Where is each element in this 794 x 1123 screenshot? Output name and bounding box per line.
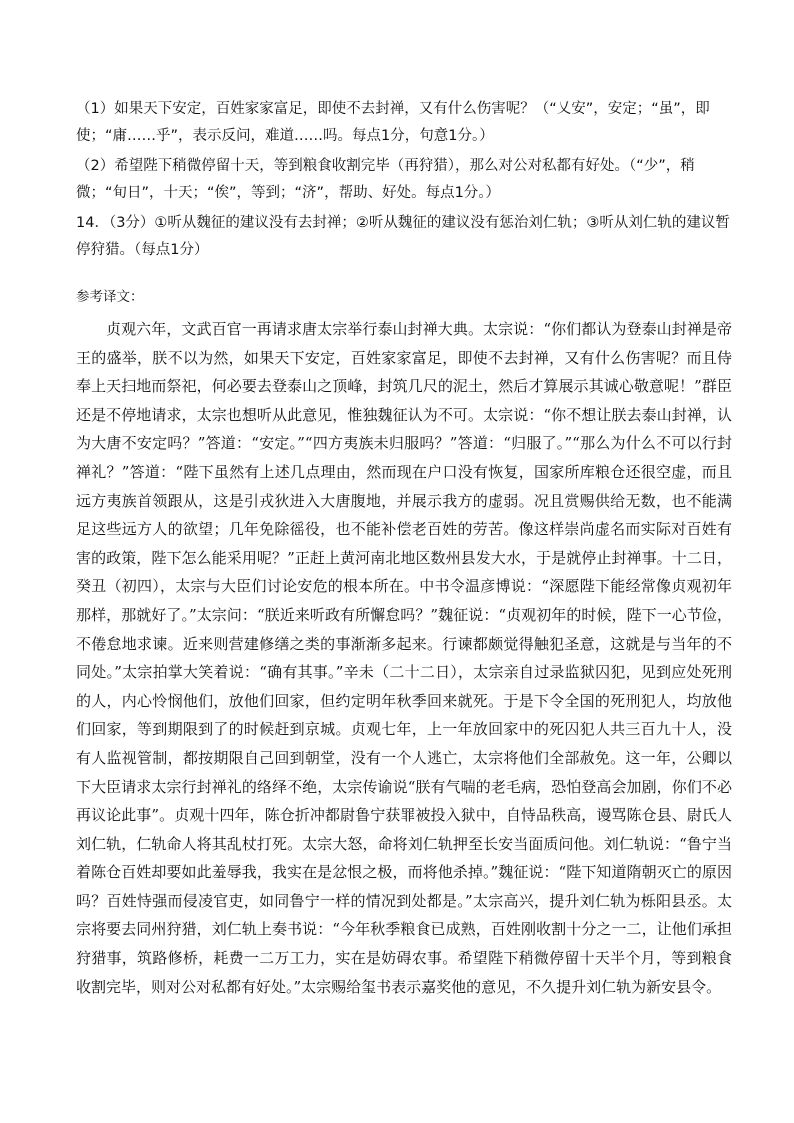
- reference-translation-title: 参考译文：: [76, 289, 144, 305]
- answer-14: 14．（3分）①听从魏征的建议没有去封禅；②听从魏征的建议没有惩治刘仁轨；③听从刘仁轨的建议暂停狩猎。（每点1分）: [76, 215, 730, 258]
- answer-13-2: （2）希望陛下稍微停留十天，等到粮食收割完毕（再狩猎），那么对公对私都有好处。（“少”，稍微；“旬日”，十天；“俟”，等到；“济”，帮助、好处。每点1分。）: [76, 158, 695, 201]
- reference-translation-text: 贞观六年，文武百官一再请求唐太宗举行泰山封禅大典。太宗说：“你们都认为登泰山封禅是帝王的盛举，朕不以为然，如果天下安定，百姓家家富足，即使不去封禅，又有什么伤害呢？而且侍奉上天扫地而祭祀，何必要去登泰山之顶峰，封筑几尺的泥土，然后才算展示其诚心敬意呢！”群臣还是不停地请求，太宗也想听从此意见，惟独魏征认为不可。太宗说：“你不想让朕去泰山封禅，认为大唐不安定吗？”答道：“安定。”“四方夷族未归服吗？”答道：“归服了。”“那么为什么不可以行封禅礼？”答道：“陛下虽然有上述几点理由，然而现在户口没有恢复，国家所库粮仓还很空虚，而且远方夷族首领跟从，这是引戎狄进入大唐腹地，并展示我方的虚弱。况且赏赐供给无数，也不能满足这些远方人的欲望；几年免除徭役，也不能补偿老百姓的劳苦。像这样崇尚虚名而实际对百姓有害的政策，陛下怎么能采用呢？”正赶上黄河南北地区数州县发大水，于是就停止封禅事。十二日，癸丑（初四），太宗与大臣们讨论安危的根本所在。中书令温彦博说：“深愿陛下能经常像贞观初年那样，那就好了。”太宗问：“朕近来听政有所懈怠吗？”魏征说：“贞观初年的时候，陛下一心节俭，不倦怠地求谏。近来则营建修缮之类的事渐渐多起来。行谏都颇觉得触犯圣意，这就是与当年的不同处。”太宗拍掌大笑着说：“确有其事。”辛未（二十二日），太宗亲自过录监狱囚犯，见到应处死刑的人，内心怜悯他们，放他们回家，但约定明年秋季回来就死。于是下令全国的死刑犯人，均放他们回家，等到期限到了的时候赶到京城。贞观七年，上一年放回家中的死囚犯人共三百九十人，没有人监视管制，都按期限自己回到朝堂，没有一个人逃亡，太宗将他们全部赦免。这一年，公卿以下大臣请求太宗行封禅礼的络绎不绝，太宗传谕说“朕有气喘的老毛病，恐怕登高会加剧，你们不必再议论此事”。贞观十四年，陈仓折冲都尉鲁宁获罪被投入狱中，自恃品秩高，谩骂陈仓县、尉氏人刘仁轨，仁轨命人将其乱杖打死。太宗大怒，命将刘仁轨押至长安当面质问他。刘仁轨说：“鲁宁当着陈仓百姓却要如此羞辱我，我实在是忿恨之极，而将他杀掉。”魏征说：“陛下知道隋朝灭亡的原因吗？百姓恃强而侵凌官吏，如同鲁宁一样的情况到处都是。”太宗高兴，提升刘仁轨为栎阳县丞。太宗将要去同州狩猎，刘仁轨上奏书说：“今年秋季粮食已成熟，百姓刚收割十分之一二，让他们承担狩猎事，筑路修桥，耗费一二万工力，实在是妨碍农事。希望陛下稍微停留十天半个月，等到粮食收割完毕，则对公对私都有好处。”太宗赐给玺书表示嘉奖他的意见，不久提升刘仁轨为新安县令。: [76, 320, 732, 996]
- answer-section: [76, 96, 732, 267]
- answer-13-1: （1）如果天下安定，百姓家家富足，即使不去封禅，又有什么伤害呢？（“乂安”，安定；“虽”，即使；“庸……乎”，表示反问，难道……吗。每点1分，句意1分。）: [76, 101, 710, 144]
